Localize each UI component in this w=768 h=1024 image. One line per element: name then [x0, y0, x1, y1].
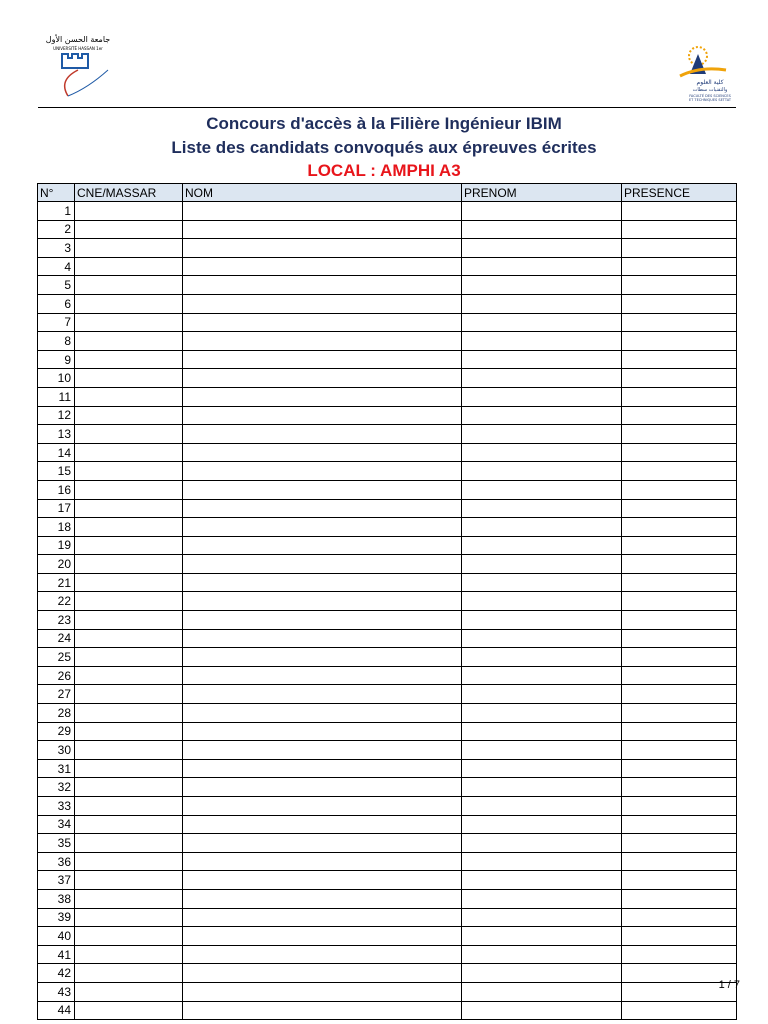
prenom-cell [462, 927, 622, 946]
table-row [38, 815, 737, 834]
svg-text:ET TECHNIQUES SETTAT: ET TECHNIQUES SETTAT [688, 98, 732, 102]
presence-cell [622, 332, 737, 351]
prenom-cell [462, 480, 622, 499]
row-number: 36 [38, 852, 75, 871]
prenom-cell [462, 462, 622, 481]
title-line-1: Concours d'accès à la Filière Ingénieur IBIM [206, 114, 562, 133]
presence-cell [622, 945, 737, 964]
table-row [38, 648, 737, 667]
cne-cell [75, 499, 183, 518]
presence-cell [622, 852, 737, 871]
row-number: 16 [38, 480, 75, 499]
cne-cell [75, 202, 183, 221]
nom-cell [183, 871, 462, 890]
cne-cell [75, 350, 183, 369]
nom-cell [183, 722, 462, 741]
nom-cell [183, 313, 462, 332]
table-row [38, 1001, 737, 1020]
prenom-cell [462, 964, 622, 983]
prenom-cell [462, 425, 622, 444]
row-number: 1 [38, 202, 75, 221]
presence-cell [622, 815, 737, 834]
presence-cell [622, 797, 737, 816]
table-row [38, 573, 737, 592]
table-row [38, 276, 737, 295]
prenom-cell [462, 722, 622, 741]
prenom-cell [462, 592, 622, 611]
cne-cell [75, 276, 183, 295]
row-number: 20 [38, 555, 75, 574]
nom-cell [183, 889, 462, 908]
prenom-cell [462, 666, 622, 685]
nom-cell [183, 927, 462, 946]
row-number: 7 [38, 313, 75, 332]
presence-cell [622, 1001, 737, 1020]
cne-cell [75, 573, 183, 592]
nom-cell [183, 480, 462, 499]
table-row [38, 332, 737, 351]
table-row [38, 387, 737, 406]
presence-cell [622, 555, 737, 574]
nom-cell [183, 945, 462, 964]
row-number: 14 [38, 443, 75, 462]
nom-cell [183, 257, 462, 276]
table-row [38, 834, 737, 853]
nom-cell [183, 443, 462, 462]
row-number: 39 [38, 908, 75, 927]
presence-cell [622, 276, 737, 295]
table-row [38, 443, 737, 462]
row-number: 15 [38, 462, 75, 481]
cne-cell [75, 462, 183, 481]
row-number: 41 [38, 945, 75, 964]
row-number: 17 [38, 499, 75, 518]
table-row [38, 536, 737, 555]
prenom-cell [462, 685, 622, 704]
table-row [38, 425, 737, 444]
presence-cell [622, 722, 737, 741]
presence-cell [622, 908, 737, 927]
header-logos [38, 30, 736, 106]
prenom-cell [462, 555, 622, 574]
row-number: 44 [38, 1001, 75, 1020]
nom-cell [183, 611, 462, 630]
nom-cell [183, 797, 462, 816]
row-number: 22 [38, 592, 75, 611]
nom-cell [183, 499, 462, 518]
row-number: 26 [38, 666, 75, 685]
cne-cell [75, 313, 183, 332]
row-number: 4 [38, 257, 75, 276]
presence-cell [622, 239, 737, 258]
presence-cell [622, 425, 737, 444]
prenom-cell [462, 536, 622, 555]
cne-cell [75, 759, 183, 778]
row-number: 34 [38, 815, 75, 834]
row-number: 12 [38, 406, 75, 425]
column-header-cne: CNE/MASSAR [75, 184, 183, 202]
nom-cell [183, 834, 462, 853]
presence-cell [622, 741, 737, 760]
row-number: 18 [38, 518, 75, 537]
presence-cell [622, 611, 737, 630]
prenom-cell [462, 573, 622, 592]
cne-cell [75, 852, 183, 871]
cne-cell [75, 369, 183, 388]
svg-text:والتقنيات سطات: والتقنيات سطات [692, 87, 728, 93]
table-row [38, 239, 737, 258]
table-row [38, 480, 737, 499]
table-row [38, 722, 737, 741]
cne-cell [75, 648, 183, 667]
nom-cell [183, 276, 462, 295]
cne-cell [75, 927, 183, 946]
prenom-cell [462, 945, 622, 964]
cne-cell [75, 666, 183, 685]
presence-cell [622, 257, 737, 276]
prenom-cell [462, 406, 622, 425]
cne-cell [75, 871, 183, 890]
cne-cell [75, 555, 183, 574]
row-number: 25 [38, 648, 75, 667]
table-row [38, 685, 737, 704]
nom-cell [183, 685, 462, 704]
column-header-number: N° [38, 184, 75, 202]
cne-cell [75, 611, 183, 630]
row-number: 3 [38, 239, 75, 258]
nom-cell [183, 964, 462, 983]
cne-cell [75, 741, 183, 760]
row-number: 28 [38, 704, 75, 723]
table-row [38, 908, 737, 927]
row-number: 10 [38, 369, 75, 388]
presence-cell [622, 536, 737, 555]
table-row [38, 964, 737, 983]
presence-cell [622, 759, 737, 778]
cne-cell [75, 239, 183, 258]
table-row [38, 294, 737, 313]
nom-cell [183, 908, 462, 927]
nom-cell [183, 387, 462, 406]
cne-cell [75, 406, 183, 425]
presence-cell [622, 592, 737, 611]
presence-cell [622, 443, 737, 462]
presence-cell [622, 294, 737, 313]
table-row [38, 704, 737, 723]
table-row [38, 220, 737, 239]
nom-cell [183, 741, 462, 760]
presence-cell [622, 406, 737, 425]
cne-cell [75, 592, 183, 611]
prenom-cell [462, 443, 622, 462]
row-number: 24 [38, 629, 75, 648]
table-row [38, 629, 737, 648]
prenom-cell [462, 369, 622, 388]
row-number: 31 [38, 759, 75, 778]
presence-cell [622, 518, 737, 537]
table-row [38, 369, 737, 388]
cne-cell [75, 797, 183, 816]
row-number: 5 [38, 276, 75, 295]
cne-cell [75, 815, 183, 834]
table-row [38, 499, 737, 518]
cne-cell [75, 443, 183, 462]
presence-cell [622, 778, 737, 797]
nom-cell [183, 518, 462, 537]
svg-text:UNIVERSITÉ HASSAN 1er: UNIVERSITÉ HASSAN 1er [53, 46, 103, 51]
table-row [38, 797, 737, 816]
nom-cell [183, 536, 462, 555]
presence-cell [622, 369, 737, 388]
nom-cell [183, 759, 462, 778]
prenom-cell [462, 294, 622, 313]
presence-cell [622, 480, 737, 499]
row-number: 21 [38, 573, 75, 592]
presence-cell [622, 387, 737, 406]
row-number: 2 [38, 220, 75, 239]
nom-cell [183, 666, 462, 685]
row-number: 43 [38, 982, 75, 1001]
nom-cell [183, 852, 462, 871]
prenom-cell [462, 871, 622, 890]
prenom-cell [462, 387, 622, 406]
nom-cell [183, 982, 462, 1001]
row-number: 11 [38, 387, 75, 406]
row-number: 40 [38, 927, 75, 946]
cne-cell [75, 220, 183, 239]
table-row [38, 592, 737, 611]
cne-cell [75, 332, 183, 351]
prenom-cell [462, 518, 622, 537]
row-number: 32 [38, 778, 75, 797]
presence-cell [622, 666, 737, 685]
prenom-cell [462, 629, 622, 648]
prenom-cell [462, 276, 622, 295]
row-number: 23 [38, 611, 75, 630]
candidates-table [37, 183, 737, 1020]
presence-cell [622, 350, 737, 369]
presence-cell [622, 704, 737, 723]
nom-cell [183, 220, 462, 239]
cne-cell [75, 964, 183, 983]
prenom-cell [462, 982, 622, 1001]
prenom-cell [462, 834, 622, 853]
nom-cell [183, 555, 462, 574]
presence-cell [622, 462, 737, 481]
presence-cell [622, 685, 737, 704]
nom-cell [183, 369, 462, 388]
prenom-cell [462, 852, 622, 871]
cne-cell [75, 480, 183, 499]
cne-cell [75, 425, 183, 444]
prenom-cell [462, 759, 622, 778]
table-row [38, 778, 737, 797]
presence-cell [622, 313, 737, 332]
cne-cell [75, 294, 183, 313]
presence-cell [622, 573, 737, 592]
nom-cell [183, 462, 462, 481]
table-row [38, 406, 737, 425]
nom-cell [183, 1001, 462, 1020]
presence-cell [622, 871, 737, 890]
cne-cell [75, 257, 183, 276]
table-row [38, 741, 737, 760]
prenom-cell [462, 220, 622, 239]
nom-cell [183, 704, 462, 723]
table-row [38, 852, 737, 871]
prenom-cell [462, 239, 622, 258]
local-label: LOCAL : AMPHI A3 [307, 161, 461, 180]
prenom-cell [462, 704, 622, 723]
title-block [0, 110, 768, 182]
nom-cell [183, 239, 462, 258]
table-row [38, 945, 737, 964]
svg-text:جامعة الحسن الأول: جامعة الحسن الأول [45, 35, 111, 44]
presence-cell [622, 220, 737, 239]
table-row [38, 982, 737, 1001]
table-row [38, 871, 737, 890]
prenom-cell [462, 257, 622, 276]
presence-cell [622, 927, 737, 946]
nom-cell [183, 815, 462, 834]
prenom-cell [462, 889, 622, 908]
cne-cell [75, 834, 183, 853]
nom-cell [183, 425, 462, 444]
title-line-2: Liste des candidats convoqués aux épreuves écrites [171, 138, 597, 157]
row-number: 19 [38, 536, 75, 555]
prenom-cell [462, 797, 622, 816]
row-number: 8 [38, 332, 75, 351]
prenom-cell [462, 313, 622, 332]
cne-cell [75, 387, 183, 406]
presence-cell [622, 889, 737, 908]
row-number: 42 [38, 964, 75, 983]
table-header-row [38, 184, 737, 202]
row-number: 38 [38, 889, 75, 908]
row-number: 13 [38, 425, 75, 444]
page-indicator: 1 / 7 [718, 979, 740, 991]
svg-text:FACULTÉ DES SCIENCES: FACULTÉ DES SCIENCES [689, 94, 731, 98]
table-row [38, 555, 737, 574]
cne-cell [75, 778, 183, 797]
prenom-cell [462, 815, 622, 834]
cne-cell [75, 722, 183, 741]
nom-cell [183, 350, 462, 369]
cne-cell [75, 685, 183, 704]
prenom-cell [462, 648, 622, 667]
column-header-nom: NOM [183, 184, 462, 202]
cne-cell [75, 889, 183, 908]
nom-cell [183, 573, 462, 592]
row-number: 9 [38, 350, 75, 369]
presence-cell [622, 202, 737, 221]
presence-cell [622, 648, 737, 667]
prenom-cell [462, 1001, 622, 1020]
cne-cell [75, 908, 183, 927]
row-number: 37 [38, 871, 75, 890]
table-row [38, 759, 737, 778]
table-row [38, 889, 737, 908]
row-number: 35 [38, 834, 75, 853]
row-number: 30 [38, 741, 75, 760]
row-number: 29 [38, 722, 75, 741]
row-number: 6 [38, 294, 75, 313]
prenom-cell [462, 332, 622, 351]
prenom-cell [462, 499, 622, 518]
table-row [38, 202, 737, 221]
table-row [38, 611, 737, 630]
svg-text:كلية العلوم: كلية العلوم [696, 79, 724, 86]
prenom-cell [462, 202, 622, 221]
table-row [38, 666, 737, 685]
prenom-cell [462, 741, 622, 760]
table-row [38, 313, 737, 332]
prenom-cell [462, 778, 622, 797]
nom-cell [183, 332, 462, 351]
cne-cell [75, 982, 183, 1001]
nom-cell [183, 294, 462, 313]
cne-cell [75, 518, 183, 537]
row-number: 33 [38, 797, 75, 816]
faculty-logo [670, 40, 736, 102]
prenom-cell [462, 611, 622, 630]
table-row [38, 462, 737, 481]
nom-cell [183, 629, 462, 648]
presence-cell [622, 629, 737, 648]
presence-cell [622, 834, 737, 853]
cne-cell [75, 1001, 183, 1020]
table-row [38, 350, 737, 369]
cne-cell [75, 704, 183, 723]
column-header-presence: PRESENCE [622, 184, 737, 202]
cne-cell [75, 629, 183, 648]
prenom-cell [462, 908, 622, 927]
university-logo [38, 30, 118, 102]
prenom-cell [462, 350, 622, 369]
nom-cell [183, 778, 462, 797]
nom-cell [183, 648, 462, 667]
table-row [38, 518, 737, 537]
nom-cell [183, 592, 462, 611]
table-body [38, 202, 737, 1020]
cne-cell [75, 536, 183, 555]
nom-cell [183, 202, 462, 221]
row-number: 27 [38, 685, 75, 704]
table-row [38, 257, 737, 276]
column-header-prenom: PRENOM [462, 184, 622, 202]
header-divider [38, 107, 736, 108]
presence-cell [622, 499, 737, 518]
cne-cell [75, 945, 183, 964]
table-row [38, 927, 737, 946]
nom-cell [183, 406, 462, 425]
